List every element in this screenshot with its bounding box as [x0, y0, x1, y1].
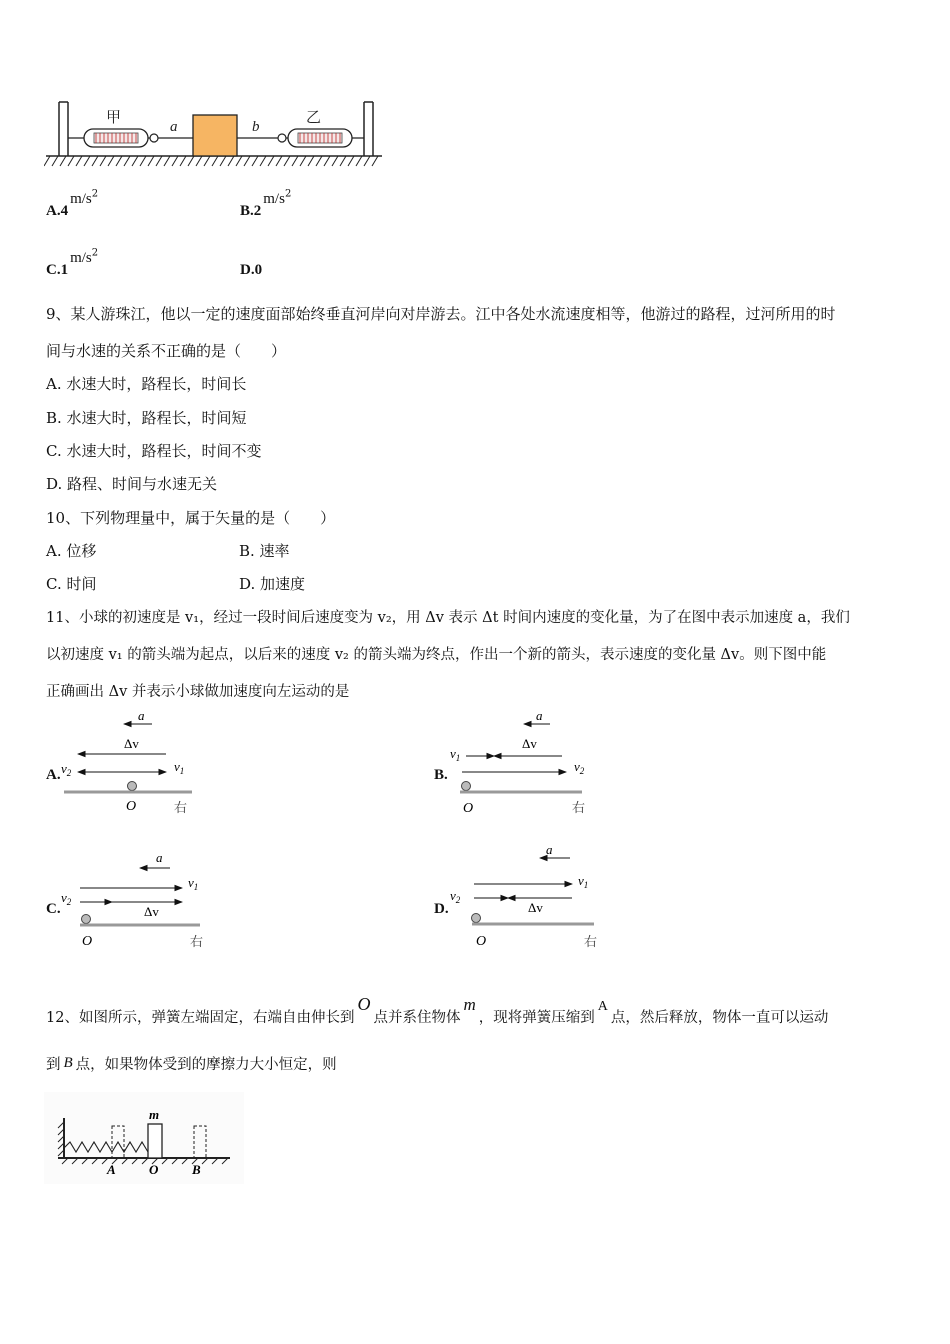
q11-figure-d — [446, 840, 606, 952]
q12-block-m — [148, 1124, 162, 1158]
q10-option-a[interactable]: A. 位移 — [46, 542, 97, 560]
q12-fig-label-a: A — [107, 1162, 116, 1177]
q11-c-label-v1: $v_1$ — [188, 875, 199, 892]
q11-figure-c — [58, 840, 208, 952]
q11-d-label-o: O — [476, 934, 487, 949]
q11-b-label-v1: $v_1$ — [450, 746, 461, 763]
q11-d-label-v1: $v_1$ — [578, 873, 589, 890]
q11-stem-line1: 11、小球的初速度是 v₁，经过一段时间后速度变为 v₂，用 Δv 表示 Δt 时间内速度的变化量，为了在图中表示加速度 a，我们 — [46, 610, 850, 626]
q8-option-c-sup: 2 — [91, 247, 99, 259]
q11-a-label-right: 右 — [174, 801, 188, 816]
q11-d-label-a: a — [546, 842, 553, 857]
q8-option-d-label: D.0 — [240, 262, 263, 278]
q8-label-yi: 乙 — [306, 108, 322, 126]
q11-b-label-a: a — [536, 708, 543, 723]
q11-d-ball — [472, 914, 481, 923]
q12-stem-line2 — [46, 1055, 337, 1075]
q8-option-c-unit: m/s — [70, 250, 92, 266]
q11-option-d[interactable]: D. — [434, 901, 449, 917]
q11-c-label-a: a — [156, 850, 163, 865]
q12-part4: 点，然后释放，物体一直可以运动 — [610, 1010, 829, 1026]
q12-stem-line1 — [46, 994, 829, 1029]
q12-var-a: A — [597, 999, 608, 1014]
q11-option-b[interactable]: B. — [434, 767, 448, 783]
q11-figure-b — [446, 706, 596, 818]
q8-option-a-sup: 2 — [91, 188, 99, 200]
q8-spring-scale-figure — [44, 98, 384, 170]
q11-c-ball — [82, 915, 91, 924]
q12-var-o: O — [357, 994, 371, 1014]
q8-option-a-unit: m/s — [70, 191, 92, 207]
q8-option-d[interactable] — [240, 259, 262, 279]
q11-c-label-dv: Δv — [144, 904, 159, 919]
q11-b-label-right: 右 — [572, 801, 586, 816]
q10-stem: 10、下列物理量中，属于矢量的是（ ） — [46, 509, 336, 527]
q10-option-c[interactable]: C. 时间 — [46, 575, 97, 593]
q11-stem-line3: 正确画出 Δv 并表示小球做加速度向左运动的是 — [46, 684, 350, 700]
q8-option-c[interactable] — [46, 247, 99, 278]
q11-a-label-o: O — [126, 799, 137, 814]
q9-option-a[interactable]: A. 水速大时，路程长，时间长 — [46, 375, 247, 393]
q11-c-label-right: 右 — [190, 935, 204, 950]
q11-figure-a — [58, 706, 208, 818]
q12-line2-post: 点，如果物体受到的摩擦力大小恒定，则 — [75, 1057, 337, 1073]
q8-block — [193, 115, 237, 156]
q9-stem-line1: 9、某人游珠江，他以一定的速度面部始终垂直河岸向对岸游去。江中各处水流速度相等，他游过的路程，过河所用的时 — [46, 305, 836, 323]
q8-option-b-sup: 2 — [284, 188, 292, 200]
q12-part2: 点并系住物体 — [373, 1010, 461, 1026]
q12-fig-label-b: B — [192, 1162, 201, 1177]
q10-option-d[interactable]: D. 加速度 — [239, 575, 306, 593]
q12-part3: ，现将弹簧压缩到 — [478, 1010, 595, 1026]
q8-option-c-label: C.1 — [46, 262, 69, 278]
q11-d-label-dv: Δv — [528, 900, 543, 915]
q11-c-label-o: O — [82, 934, 93, 949]
q11-a-label-dv: Δv — [124, 736, 139, 751]
q11-a-label-a: a — [138, 708, 145, 723]
q11-a-label-v2: $v_2$ — [61, 761, 72, 778]
q11-b-label-o: O — [463, 801, 474, 816]
q8-option-a-label: A.4 — [46, 203, 69, 219]
q11-b-ball — [462, 782, 471, 791]
q12-spring-figure — [44, 1092, 244, 1184]
q9-option-c[interactable]: C. 水速大时，路程长，时间不变 — [46, 442, 262, 460]
q8-option-b[interactable] — [240, 188, 292, 219]
q11-a-ball — [128, 782, 137, 791]
q11-option-a[interactable]: A. — [46, 767, 61, 783]
q11-option-c[interactable]: C. — [46, 901, 61, 917]
q12-line2-pre: 到 — [46, 1057, 61, 1073]
q11-a-label-v1: $v_1$ — [174, 759, 185, 776]
q8-option-b-label: B.2 — [240, 203, 262, 219]
q12-var-b: B — [63, 1055, 73, 1071]
q11-d-label-right: 右 — [584, 935, 598, 950]
q12-fig-label-m: m — [149, 1107, 160, 1122]
q12-var-m: m — [463, 995, 476, 1014]
q8-option-b-unit: m/s — [263, 191, 285, 207]
q8-label-a: a — [170, 119, 178, 135]
q9-option-d[interactable]: D. 路程、时间与水速无关 — [46, 475, 218, 493]
q11-c-label-v2: $v_2$ — [61, 890, 72, 907]
q11-b-label-v2: $v_2$ — [574, 759, 585, 776]
q11-stem-line2: 以初速度 v₁ 的箭头端为起点，以后来的速度 v₂ 的箭头端为终点，作出一个新的箭头，表示速度的变化量 Δv。则下图中能 — [46, 647, 827, 663]
q10-option-b[interactable]: B. 速率 — [239, 542, 290, 560]
q8-label-b: b — [252, 119, 260, 135]
q8-label-jia: 甲 — [106, 108, 122, 126]
q12-fig-label-o: O — [149, 1162, 159, 1177]
q11-b-label-dv: Δv — [522, 736, 537, 751]
q11-d-label-v2: $v_2$ — [450, 888, 461, 905]
q9-option-b[interactable]: B. 水速大时，路程长，时间短 — [46, 409, 247, 427]
q9-stem-line2: 间与水速的关系不正确的是（ ） — [46, 342, 287, 360]
q12-part1: 12、如图所示，弹簧左端固定，右端自由伸长到 — [46, 1010, 355, 1026]
q8-option-a[interactable] — [46, 188, 99, 219]
